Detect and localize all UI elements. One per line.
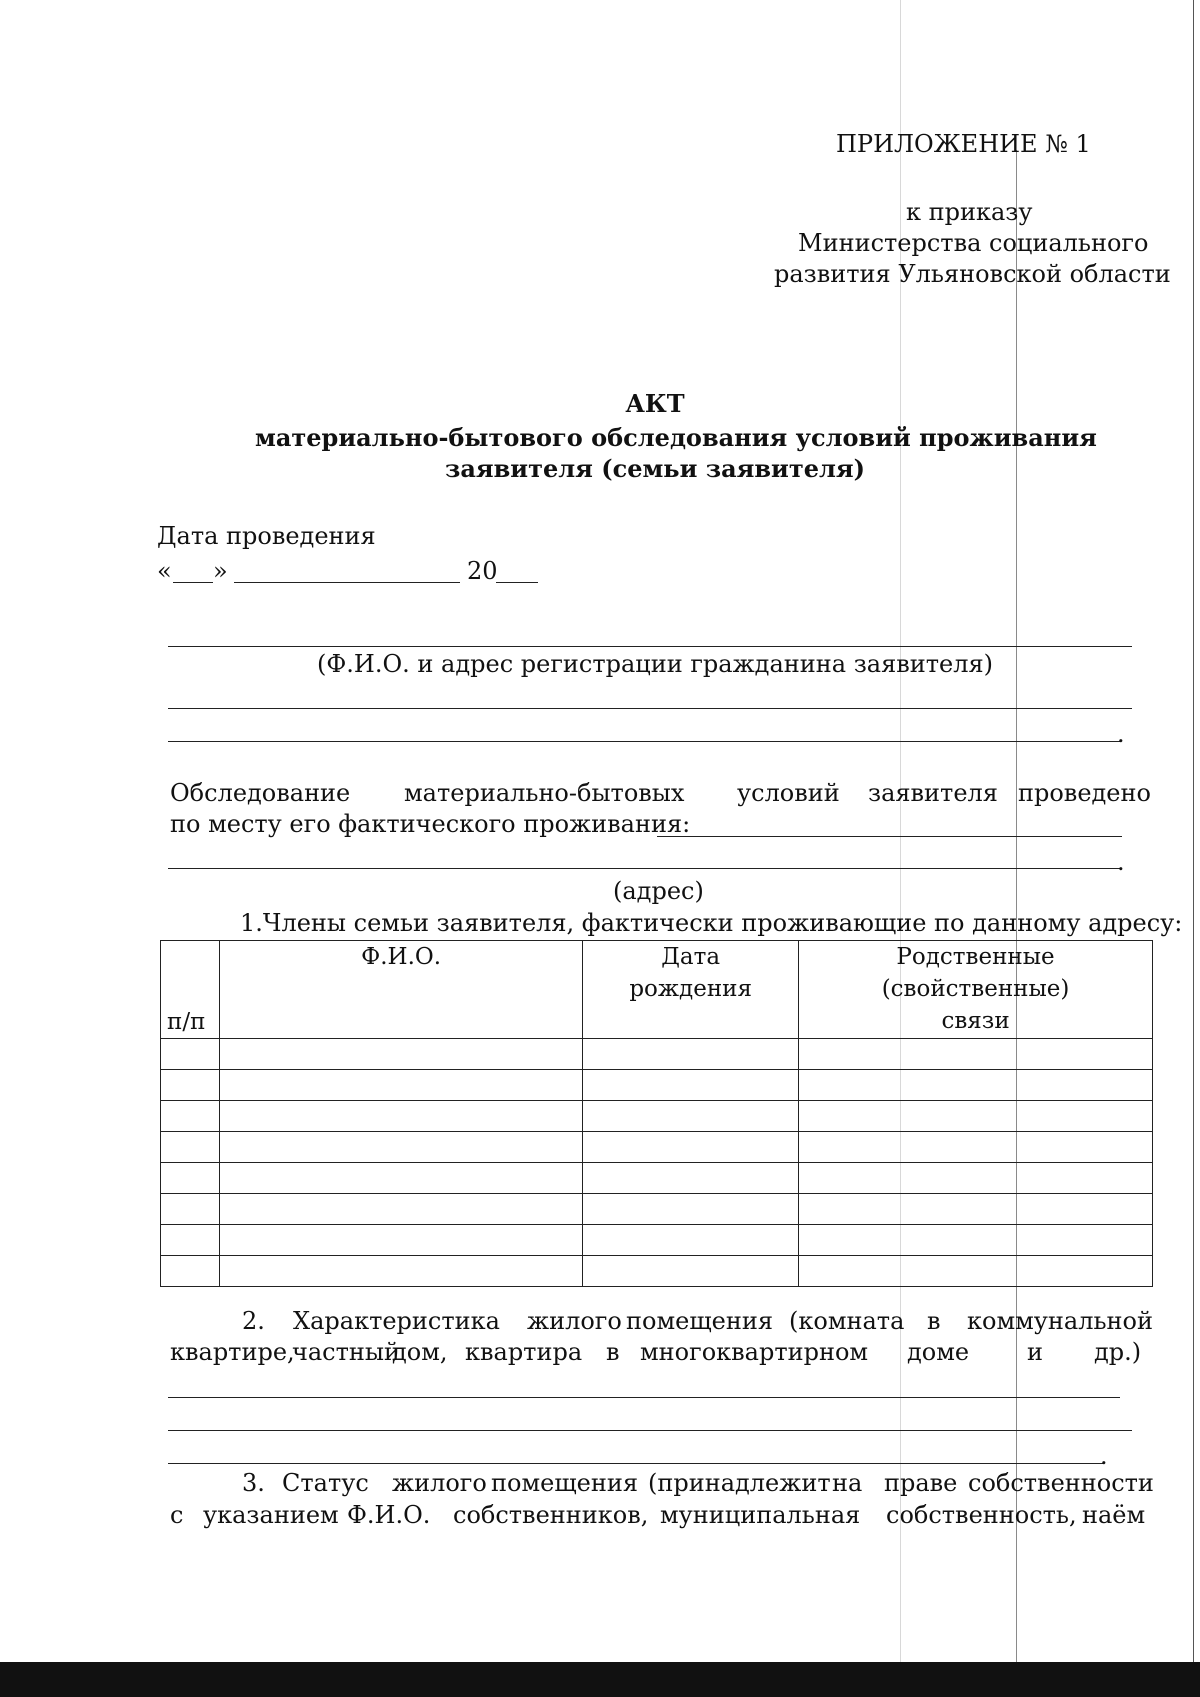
cell-birthdate[interactable] — [583, 1225, 799, 1256]
column-header-birthdate-label: Дата рождения — [629, 944, 752, 1002]
cell-number[interactable] — [161, 1101, 220, 1132]
section3-word: 3. — [242, 1469, 265, 1497]
survey-word: проведено — [1018, 779, 1151, 807]
cell-number[interactable] — [161, 1070, 220, 1101]
survey-word: материально-бытовых — [404, 779, 685, 807]
table-row — [161, 1070, 1153, 1101]
cell-relation[interactable] — [799, 1225, 1153, 1256]
appendix-line-3: развития Ульяновской области — [774, 260, 1171, 288]
cell-name[interactable] — [219, 1101, 582, 1132]
members-table — [160, 940, 1153, 1287]
section2-end-dot: . — [1100, 1442, 1108, 1470]
date-month-field[interactable] — [234, 582, 460, 583]
section3-word: собственности — [968, 1469, 1154, 1497]
cell-number[interactable] — [161, 1132, 220, 1163]
cell-name[interactable] — [219, 1194, 582, 1225]
section2-word: в — [606, 1338, 620, 1366]
cell-number[interactable] — [161, 1256, 220, 1287]
appendix-title: ПРИЛОЖЕНИЕ № 1 — [836, 130, 1091, 158]
applicant-name-field[interactable] — [168, 646, 1132, 647]
cell-name[interactable] — [219, 1070, 582, 1101]
section2-word: помещения — [626, 1307, 773, 1335]
cell-relation[interactable] — [799, 1256, 1153, 1287]
section2-word: в — [927, 1307, 941, 1335]
section3-word: муниципальная — [660, 1501, 861, 1529]
column-header-name — [219, 941, 582, 1039]
column-header-relation — [799, 941, 1153, 1039]
section3-word: с — [170, 1501, 184, 1529]
table-row — [161, 1163, 1153, 1194]
survey-word: Обследование — [170, 779, 351, 807]
cell-relation[interactable] — [799, 1163, 1153, 1194]
section2-word: дом, — [392, 1338, 448, 1366]
cell-relation[interactable] — [799, 1194, 1153, 1225]
survey-word: условий — [737, 779, 840, 807]
table-row — [161, 1101, 1153, 1132]
applicant-caption: (Ф.И.О. и адрес регистрации гражданина заявителя) — [317, 650, 993, 678]
column-header-number-label: п/п — [167, 1009, 206, 1035]
cell-number[interactable] — [161, 1163, 220, 1194]
section2-field[interactable] — [168, 1463, 1103, 1464]
cell-name[interactable] — [219, 1256, 582, 1287]
date-year-prefix: 20 — [467, 557, 498, 585]
section2-field[interactable] — [168, 1430, 1132, 1431]
section2-word: жилого — [527, 1307, 622, 1335]
cell-name[interactable] — [219, 1225, 582, 1256]
scan-bottom-edge — [0, 1662, 1200, 1697]
section2-word: квартира — [465, 1338, 583, 1366]
date-day-field[interactable] — [173, 582, 213, 583]
cell-birthdate[interactable] — [583, 1070, 799, 1101]
act-subtitle-2: заявителя (семьи заявителя) — [445, 454, 865, 483]
section3-word: собственность, — [886, 1501, 1077, 1529]
column-header-number — [161, 941, 220, 1039]
survey-address-caption: (адрес) — [613, 877, 704, 905]
applicant-address-field[interactable] — [168, 741, 1120, 742]
act-title: АКТ — [625, 389, 685, 418]
members-heading: 1.Члены семьи заявителя, фактически проживающие по данному адресу: — [240, 909, 1183, 937]
cell-birthdate[interactable] — [583, 1039, 799, 1070]
cell-name[interactable] — [219, 1163, 582, 1194]
cell-relation[interactable] — [799, 1101, 1153, 1132]
section2-word: частный — [292, 1338, 400, 1366]
cell-relation[interactable] — [799, 1070, 1153, 1101]
cell-number[interactable] — [161, 1194, 220, 1225]
section2-word: коммунальной — [967, 1307, 1153, 1335]
column-header-name-label: Ф.И.О. — [361, 944, 442, 970]
section3-word: на — [832, 1469, 863, 1497]
section2-field[interactable] — [168, 1397, 1120, 1398]
section3-word: Статус — [282, 1469, 369, 1497]
section3-word: наём — [1082, 1501, 1146, 1529]
section2-word: 2. — [242, 1307, 265, 1335]
section2-word: квартире, — [170, 1338, 295, 1366]
cell-name[interactable] — [219, 1039, 582, 1070]
appendix-line-2: Министерства социального — [798, 229, 1149, 257]
table-row — [161, 1194, 1153, 1225]
survey-word: заявителя — [868, 779, 998, 807]
table-row — [161, 1039, 1153, 1070]
section2-word: многоквартирном — [640, 1338, 869, 1366]
cell-birthdate[interactable] — [583, 1194, 799, 1225]
section2-word: др.) — [1094, 1338, 1142, 1366]
cell-relation[interactable] — [799, 1039, 1153, 1070]
survey-end-dot: . — [1117, 848, 1125, 876]
column-header-birthdate — [583, 941, 799, 1039]
survey-address-field[interactable] — [168, 868, 1120, 869]
survey-line-2: по месту его фактического проживания: — [170, 810, 691, 838]
table-row — [161, 1132, 1153, 1163]
cell-relation[interactable] — [799, 1132, 1153, 1163]
table-row — [161, 1256, 1153, 1287]
date-label: Дата проведения — [157, 522, 376, 550]
cell-number[interactable] — [161, 1225, 220, 1256]
act-subtitle-1: материально-бытового обследования условий проживания — [255, 423, 1097, 452]
section3-word: помещения — [491, 1469, 638, 1497]
applicant-address-field[interactable] — [168, 708, 1132, 709]
section2-word: Характеристика — [293, 1307, 500, 1335]
cell-birthdate[interactable] — [583, 1101, 799, 1132]
members-table-header-row — [161, 941, 1153, 1039]
scan-artifact-line — [1193, 0, 1194, 1697]
section3-word: (принадлежит — [648, 1469, 831, 1497]
date-year-field[interactable] — [496, 582, 538, 583]
cell-birthdate[interactable] — [583, 1163, 799, 1194]
applicant-end-dot: . — [1117, 720, 1125, 748]
cell-birthdate[interactable] — [583, 1256, 799, 1287]
table-row — [161, 1225, 1153, 1256]
section3-word: собственников, — [453, 1501, 649, 1529]
cell-name[interactable] — [219, 1132, 582, 1163]
section3-word: жилого — [392, 1469, 487, 1497]
section2-word: (комната — [789, 1307, 905, 1335]
date-close-quote: » — [213, 557, 228, 585]
date-open-quote: « — [157, 557, 172, 585]
column-header-relation-label: Родственные (свойственные) связи — [881, 944, 1070, 1034]
cell-number[interactable] — [161, 1039, 220, 1070]
survey-address-field[interactable] — [657, 836, 1122, 837]
section3-word: праве — [884, 1469, 958, 1497]
section3-word: Ф.И.О. — [347, 1501, 431, 1529]
section2-word: и — [1027, 1338, 1043, 1366]
cell-birthdate[interactable] — [583, 1132, 799, 1163]
section3-word: указанием — [203, 1501, 339, 1529]
appendix-line-1: к приказу — [906, 198, 1033, 226]
section2-word: доме — [907, 1338, 970, 1366]
